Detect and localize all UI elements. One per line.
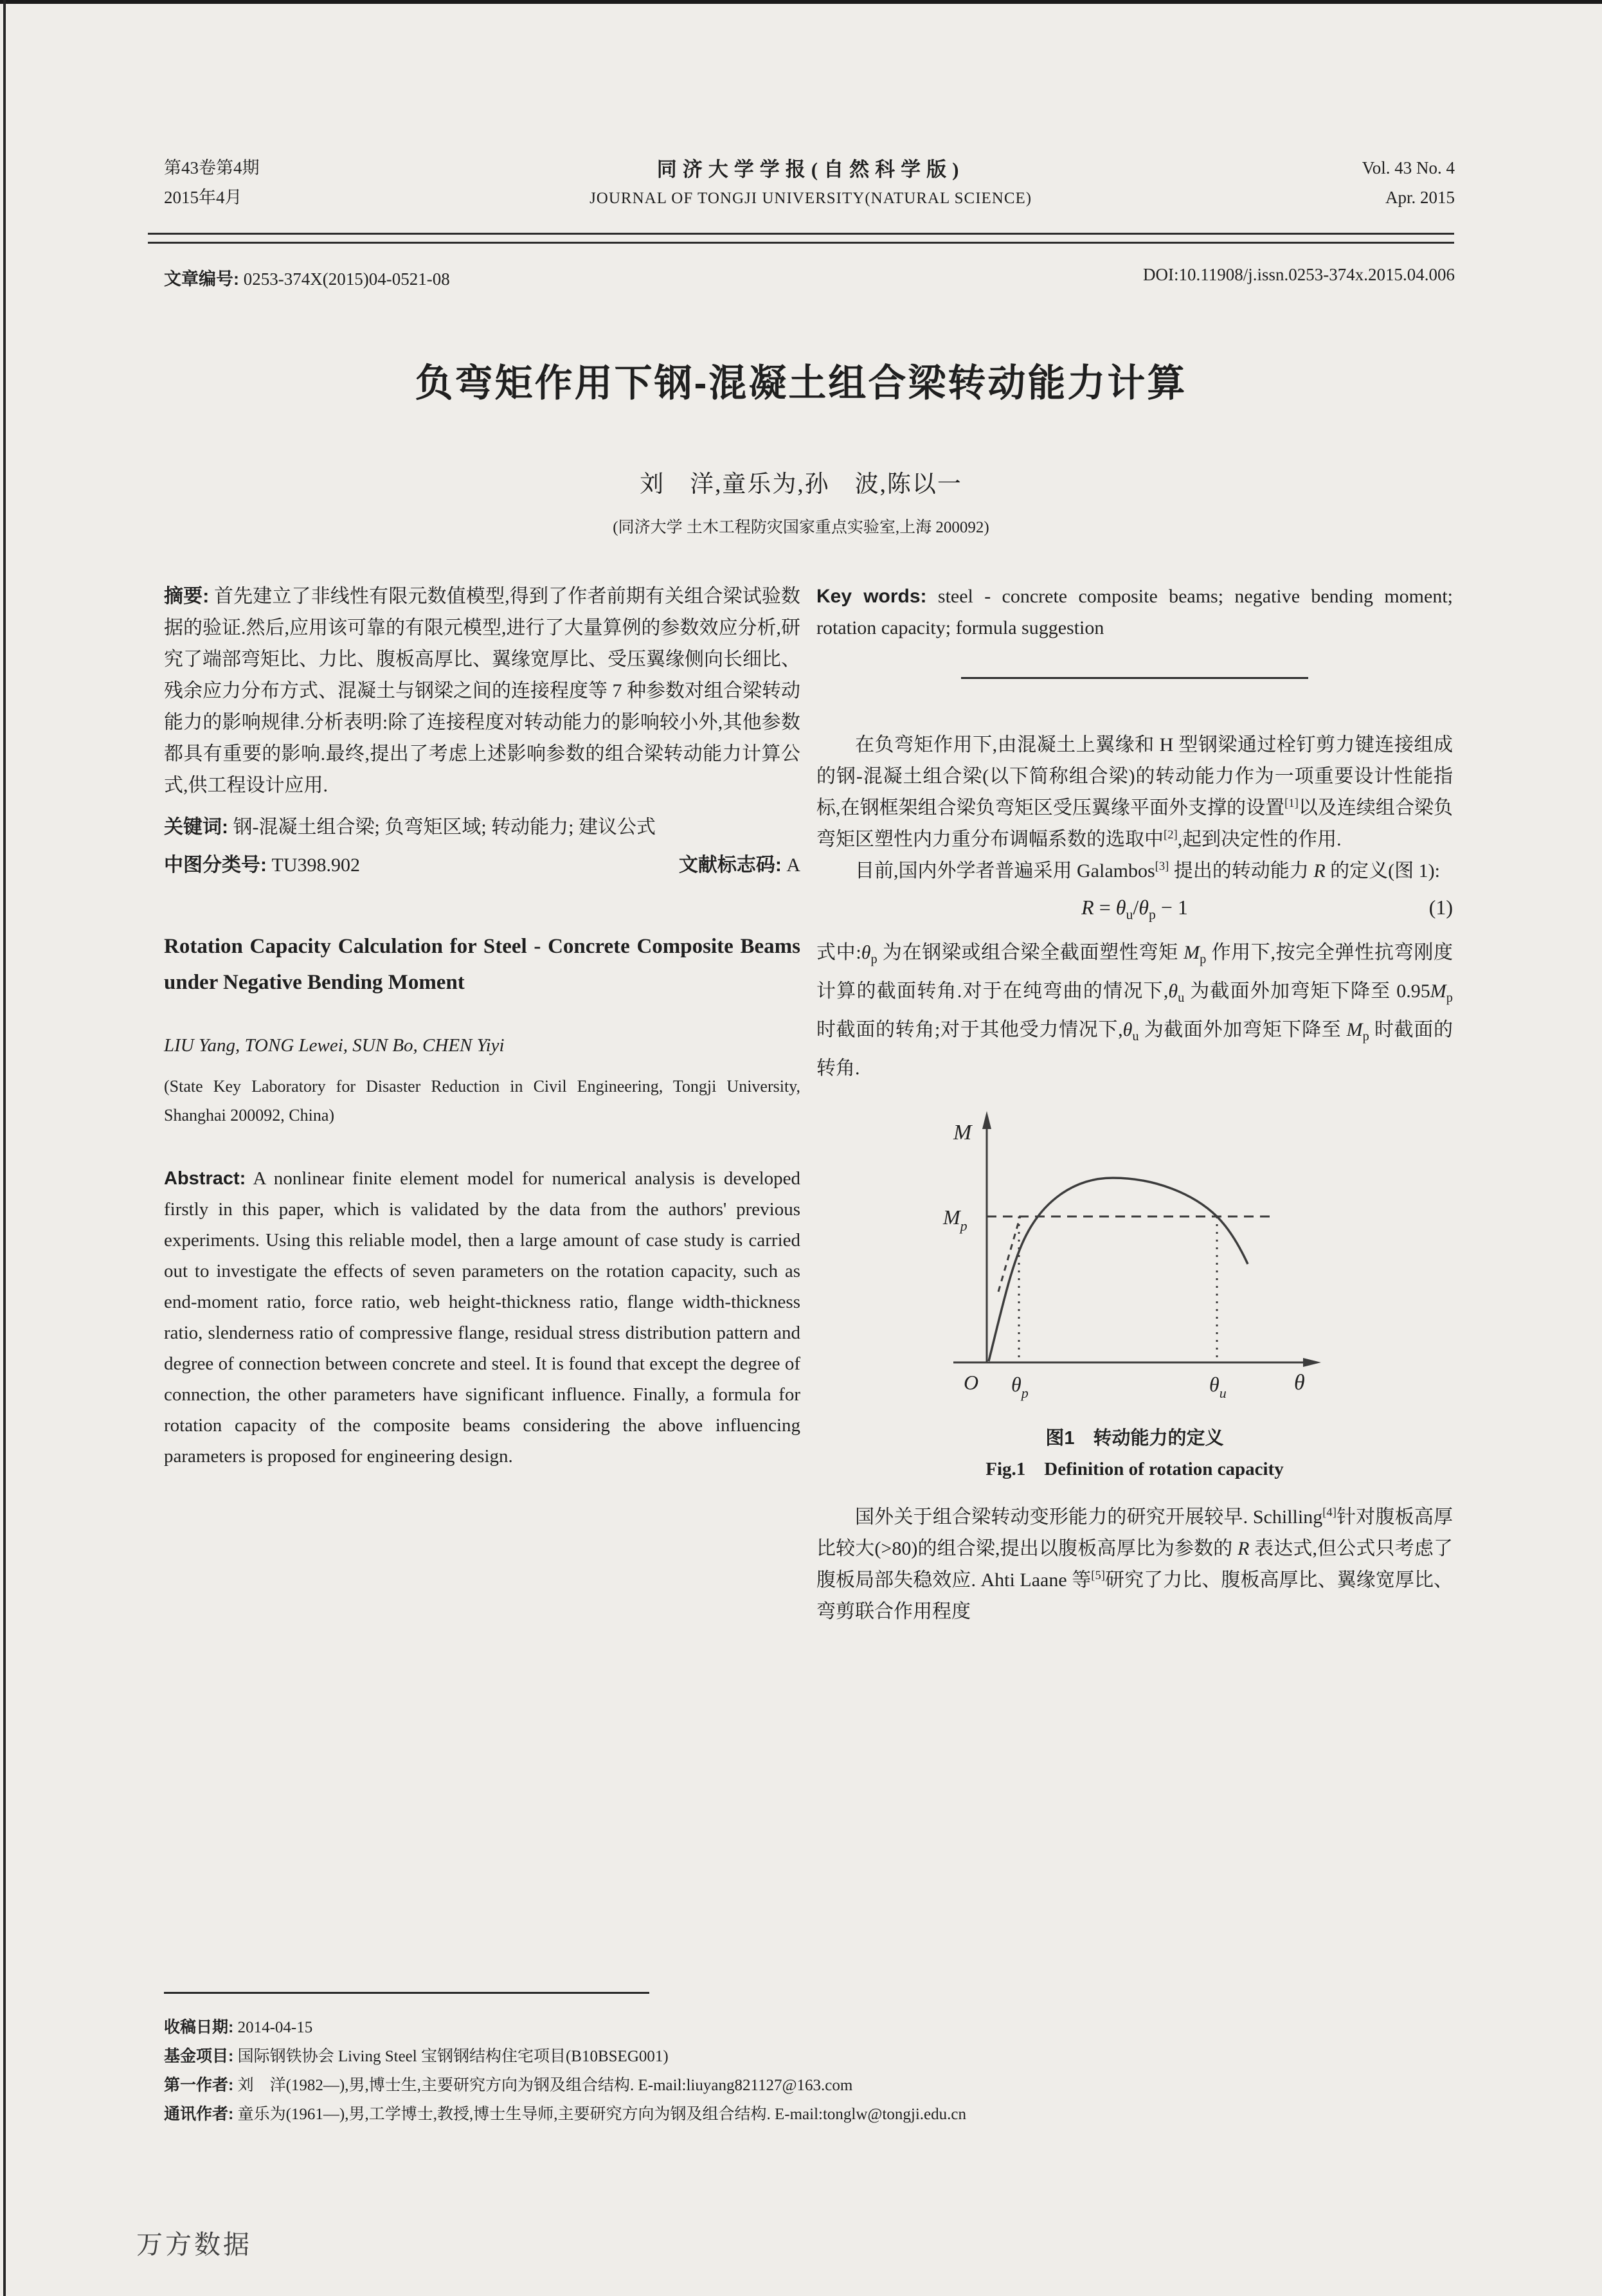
theta-u-label-sub: u bbox=[1219, 1385, 1227, 1402]
footnote-fund bbox=[164, 2042, 1469, 2071]
paragraph-4-text: 国外关于组合梁转动变形能力的研究开展较早. Schilling bbox=[855, 1506, 1323, 1528]
article-number-label: 文章编号: bbox=[164, 269, 239, 289]
figure-1 bbox=[816, 1102, 1453, 1485]
theta-axis-label: θ bbox=[1294, 1371, 1305, 1395]
keywords-en-label: Key words: bbox=[816, 586, 927, 607]
affiliation-cn: (同济大学 土木工程防灾国家重点实验室,上海 200092) bbox=[613, 519, 989, 536]
journal-name-cn: 同济大学学报(自然科学版) bbox=[656, 158, 965, 181]
var-Mp-2: M bbox=[1430, 981, 1446, 1002]
origin-label: O bbox=[964, 1371, 979, 1395]
theta-u-label-main: θ bbox=[1209, 1373, 1220, 1397]
section-divider-rule bbox=[961, 677, 1308, 679]
symbol-R: R bbox=[1313, 860, 1326, 881]
footnote-received-label: 收稿日期: bbox=[164, 2018, 234, 2036]
article-number-value: 0253-374X(2015)04-0521-08 bbox=[243, 269, 450, 289]
paragraph-4-text-3: 表达式,但公式只考虑了腹板局部失稳效应. Ahti Laane 等 bbox=[816, 1538, 1453, 1591]
var-Mp-sub: p bbox=[1200, 952, 1207, 967]
doc-code-label: 文献标志码: bbox=[678, 854, 782, 876]
header-issue-info bbox=[164, 153, 260, 212]
footnote-first-author bbox=[164, 2071, 1469, 2100]
var-Mp-2-sub: p bbox=[1446, 991, 1453, 1006]
footnote-first-author-text: 刘 洋(1982—),男,博士生,主要研究方向为钢及组合结构. E-mail:liuyang821127@163.com bbox=[237, 2077, 853, 2094]
doc-code-value: A bbox=[786, 854, 800, 876]
paragraph-1-text-2: 以及连续组合梁负弯矩区塑性内力重分布调幅系数的选取中 bbox=[816, 797, 1454, 850]
paragraph-4 bbox=[816, 1501, 1453, 1627]
header-volume-info bbox=[1362, 153, 1455, 212]
mp-label-sub: p bbox=[960, 1218, 968, 1234]
keywords-en bbox=[816, 581, 1453, 644]
footnote-rule bbox=[164, 1992, 649, 1994]
paragraph-3-text-5: 时截面的转角;对于其他受力情况下, bbox=[816, 1019, 1123, 1041]
var-Mp: M bbox=[1184, 942, 1200, 964]
abstract-en-label: Abstract: bbox=[164, 1168, 246, 1189]
left-column bbox=[164, 581, 800, 1472]
equation-equals: = bbox=[1094, 896, 1116, 919]
citation-ref-3: [3] bbox=[1155, 860, 1169, 873]
paragraph-3 bbox=[816, 937, 1453, 1084]
scan-edge-top bbox=[0, 0, 1602, 4]
paragraph-3-text: 式中: bbox=[816, 942, 861, 964]
theta-p-label-main: θ bbox=[1011, 1373, 1022, 1397]
var-theta-u: θ bbox=[1168, 981, 1178, 1002]
citation-ref-5: [5] bbox=[1091, 1569, 1105, 1583]
wanfang-data-watermark: 万方数据 bbox=[136, 2230, 252, 2259]
paragraph-3-text-2: 为在钢梁或组合梁全截面塑性弯矩 bbox=[877, 942, 1184, 964]
date-en: Apr. 2015 bbox=[1385, 188, 1455, 207]
paragraph-4-text-2: 针对腹板高厚比较大(>80)的组合梁,提出以腹板高厚比为参数的 bbox=[816, 1506, 1454, 1560]
paragraph-2-text-2: 提出的转动能力 bbox=[1169, 860, 1314, 881]
var-theta-u-sub: u bbox=[1178, 991, 1185, 1006]
volume-issue-en: Vol. 43 No. 4 bbox=[1362, 158, 1455, 177]
theta-u-subscript: u bbox=[1126, 907, 1133, 923]
date-cn: 2015年4月 bbox=[164, 188, 242, 207]
footnote-received-text: 2014-04-15 bbox=[237, 2019, 313, 2036]
classification-line bbox=[164, 849, 800, 881]
keywords-cn-text: 钢-混凝土组合梁; 负弯矩区域; 转动能力; 建议公式 bbox=[233, 817, 656, 838]
theta-p-label-sub: p bbox=[1021, 1385, 1029, 1402]
paragraph-2 bbox=[816, 855, 1453, 887]
paragraph-3-text-3: 作用下,按完全弹性抗弯刚度计算的截面转角.对于在纯弯曲的情况下, bbox=[816, 942, 1453, 1002]
y-axis-arrow-icon bbox=[982, 1111, 991, 1129]
authors-en: LIU Yang, TONG Lewei, SUN Bo, CHEN Yiyi bbox=[164, 1035, 505, 1056]
doc-code bbox=[679, 849, 800, 881]
figure-caption-cn: 图1 转动能力的定义 bbox=[1045, 1428, 1224, 1449]
symbol-R-2: R bbox=[1238, 1538, 1250, 1560]
theta-p-subscript: p bbox=[1148, 907, 1156, 923]
theta-u-label bbox=[1209, 1373, 1227, 1401]
theta-u-symbol: θ bbox=[1115, 896, 1126, 919]
citation-ref-1: [1] bbox=[1284, 797, 1299, 810]
journal-name-en: JOURNAL OF TONGJI UNIVERSITY(NATURAL SCIENCE) bbox=[590, 190, 1032, 207]
equation-lhs: R bbox=[1081, 896, 1094, 919]
affiliation-en: (State Key Laboratory for Disaster Reduction in Civil Engineering, Tongji University, Shanghai 200092, China) bbox=[164, 1077, 800, 1125]
paragraph-1-text-3: ,起到决定性的作用. bbox=[1177, 829, 1342, 850]
volume-issue-cn: 第43卷第4期 bbox=[164, 158, 260, 177]
theta-p-label bbox=[1011, 1373, 1029, 1401]
clc-value: TU398.902 bbox=[271, 854, 360, 876]
equation-tail: − 1 bbox=[1155, 896, 1188, 919]
footnote-corresponding-author-text: 童乐为(1961—),男,工学博士,教授,博士生导师,主要研究方向为钢及组合结构. E-mail:tonglw@tongji.edu.cn bbox=[237, 2106, 966, 2123]
abstract-cn-text: 首先建立了非线性有限元数值模型,得到了作者前期有关组合梁试验数据的验证.然后,应用该可靠的有限元模型,进行了大量算例的参数效应分析,研究了端部弯矩比、力比、腹板高厚比、翼缘宽厚比、受压翼缘侧向长细比、残余应力分布方式、混凝土与钢梁之间的连接程度等 7 种参数对组合梁转动能力的影响规律.分析表明:除了连接程度对转动能力的影响较小外,其他参数都具有重要的影响.最终,提出了考虑上述影响参数的组合梁转动能力计算公式,供工程设计应用. bbox=[164, 586, 800, 796]
authors-cn: 刘 洋,童乐为,孙 波,陈以一 bbox=[640, 471, 962, 498]
var-theta-p-sub: p bbox=[870, 952, 878, 967]
paragraph-2-text: 目前,国内外学者普遍采用 Galambos bbox=[855, 860, 1155, 881]
m-axis-label: M bbox=[953, 1121, 972, 1145]
paragraph-3-text-6: 为截面外加弯矩下降至 bbox=[1138, 1019, 1347, 1041]
abstract-en-text: A nonlinear finite element model for numerical analysis is developed firstly in this paper, which is validated by the data from the authors' previous experiments. Using this reliable model, then a large amount of case study is carried out to investigate the effects of seven parameters on the rotation capacity, such as end-moment ratio, force ratio, web height-thickness ratio, flange width-thickness ratio, slenderness ratio of compressive flange, residual stress distribution pattern and degree of connection between concrete and steel. It is found that except the degree of connection, the other parameters have significant influence. Finally, a formula for rotation capacity of the composite beams considering the above influencing parameters is proposed for engineering design. bbox=[164, 1168, 801, 1467]
var-theta-p: θ bbox=[861, 942, 871, 964]
paragraph-1 bbox=[816, 729, 1453, 855]
doi: DOI:10.11908/j.issn.0253-374x.2015.04.006 bbox=[1143, 265, 1455, 284]
header-double-rule bbox=[148, 233, 1454, 244]
journal-name bbox=[590, 153, 1032, 208]
keywords-en-text: steel - concrete composite beams; negative bending moment; rotation capacity; formula suggestion bbox=[816, 586, 1453, 638]
abstract-cn bbox=[164, 581, 800, 801]
keywords-cn-label: 关键词: bbox=[164, 817, 228, 838]
paragraph-3-text-4: 为截面外加弯矩下降至 0.95 bbox=[1184, 981, 1430, 1002]
footnote-corresponding-author-label: 通讯作者: bbox=[164, 2105, 234, 2123]
equation-slash: / bbox=[1133, 896, 1139, 919]
footnote-corresponding-author bbox=[164, 2100, 1469, 2129]
equation-number: (1) bbox=[1428, 896, 1453, 919]
abstract-cn-label: 摘要: bbox=[164, 586, 210, 607]
footnote-received bbox=[164, 2013, 1469, 2042]
page-title: 负弯矩作用下钢-混凝土组合梁转动能力计算 bbox=[415, 362, 1187, 404]
footnote-fund-text: 国际钢铁协会 Living Steel 宝钢钢结构住宅项目(B10BSEG001) bbox=[237, 2048, 669, 2065]
moment-rotation-chart bbox=[916, 1102, 1353, 1404]
title-en: Rotation Capacity Calculation for Steel - Concrete Composite Beams under Negative Bending Moment bbox=[164, 935, 800, 994]
theta-p-symbol: θ bbox=[1138, 896, 1149, 919]
var-theta-u-2: θ bbox=[1122, 1019, 1133, 1041]
var-theta-u-2-sub: u bbox=[1132, 1029, 1139, 1044]
clc bbox=[164, 849, 360, 881]
paragraph-4-text-4: 研究了力比、腹板高厚比、翼缘宽厚比、弯剪联合作用程度 bbox=[816, 1569, 1454, 1623]
footnote-fund-label: 基金项目: bbox=[164, 2047, 234, 2065]
scan-edge-left bbox=[3, 0, 6, 2296]
footnote-block bbox=[164, 1992, 1469, 2129]
mp-label-main: M bbox=[943, 1206, 960, 1229]
article-meta-row bbox=[164, 265, 1455, 290]
equation-1 bbox=[816, 892, 1453, 930]
mp-label bbox=[942, 1206, 968, 1234]
keywords-cn bbox=[164, 811, 800, 843]
figure-caption-en: Fig.1 Definition of rotation capacity bbox=[986, 1459, 1284, 1480]
article-number bbox=[164, 265, 450, 290]
right-column bbox=[816, 581, 1453, 1627]
citation-ref-2: [2] bbox=[1164, 828, 1178, 842]
x-axis-arrow-icon bbox=[1303, 1358, 1321, 1367]
moment-rotation-curve bbox=[989, 1178, 1248, 1361]
journal-header bbox=[164, 153, 1455, 212]
paragraph-2-text-3: 的定义(图 1): bbox=[1325, 860, 1440, 881]
abstract-en bbox=[164, 1163, 800, 1472]
var-Mp-3-sub: p bbox=[1362, 1029, 1369, 1044]
paragraph-1-text: 在负弯矩作用下,由混凝土上翼缘和 H 型钢梁通过栓钉剪力键连接组成的钢-混凝土组合梁(以下简称组合梁)的转动能力作为一项重要设计性能指标,在钢框架组合梁负弯矩区受压翼缘平面外支撑的设置 bbox=[816, 734, 1453, 818]
paragraph-3-text-7: 时截面的转角. bbox=[816, 1019, 1453, 1080]
var-Mp-3: M bbox=[1346, 1019, 1363, 1041]
footnote-first-author-label: 第一作者: bbox=[164, 2076, 234, 2094]
clc-label: 中图分类号: bbox=[164, 854, 267, 876]
citation-ref-4: [4] bbox=[1322, 1506, 1336, 1520]
